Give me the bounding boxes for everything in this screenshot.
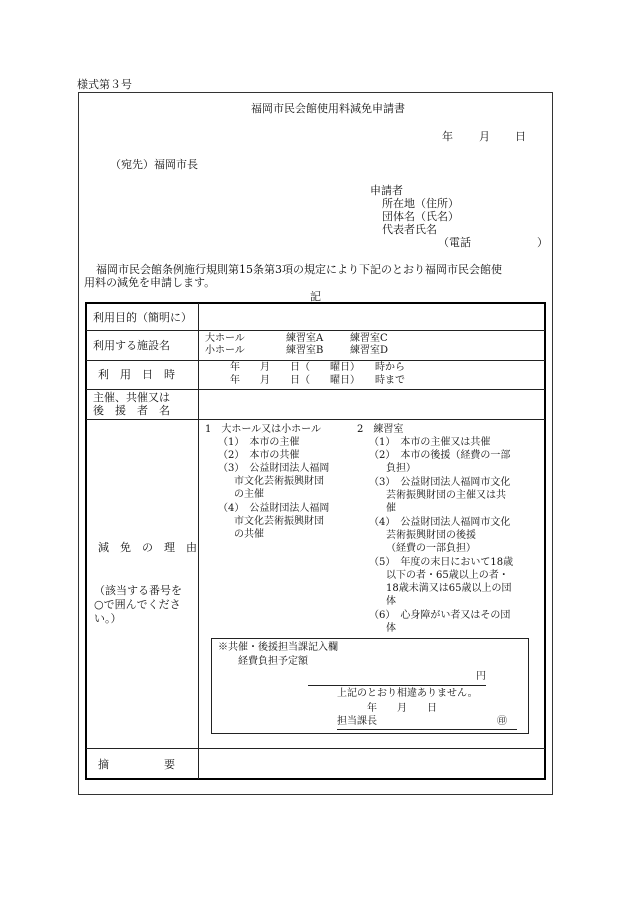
reason-right-item-cont: 催 — [386, 503, 396, 514]
dept-budget-label: 経費負担予定額 — [238, 656, 308, 667]
reason-left-item[interactable]: （3） 公益財団法人福岡 — [218, 463, 330, 474]
facility-label: 利用する施設名 — [93, 339, 170, 352]
facility-option-large-hall[interactable]: 大ホール — [205, 333, 245, 344]
facility-option-small-hall[interactable]: 小ホール — [205, 345, 245, 356]
addressee: （宛先）福岡市長 — [110, 158, 198, 171]
facility-option-practice-c[interactable]: 練習室C — [350, 333, 388, 344]
ki-label: 記 — [310, 290, 321, 303]
sponsor-label-line-1: 主催、共催又は — [93, 391, 170, 404]
reason-right-item[interactable]: （1） 本市の主催又は共催 — [369, 437, 491, 448]
form-title: 福岡市民会館使用料減免申請書 — [251, 102, 405, 115]
seal-icon: ㊞ — [497, 716, 507, 727]
intro-line-1: 福岡市民会館条例施行規則第15条第3項の規定により下記のとおり福岡市民会館使 — [96, 263, 502, 276]
dept-manager-underline[interactable] — [337, 729, 517, 730]
reason-right-item-cont: 芸術振興財団の主催又は共 — [386, 490, 506, 501]
reason-left-item-cont: 市文化芸術振興財団 — [234, 516, 324, 527]
datetime-to[interactable]: 年 月 日（ 曜日） 時まで — [230, 375, 405, 386]
remarks-label: 摘 要 — [98, 758, 175, 771]
applicant-address-label: 所在地（住所） — [382, 197, 459, 210]
date-year: 年 — [442, 130, 453, 143]
applicant-rep-label: 代表者氏名 — [382, 223, 437, 236]
reason-label: 減 免 の 理 由 — [98, 541, 197, 554]
reason-right-item[interactable]: （3） 公益財団法人福岡市文化 — [369, 477, 511, 488]
table-column-divider — [198, 303, 199, 779]
reason-right-item[interactable]: （4） 公益財団法人福岡市文化 — [369, 517, 511, 528]
dept-budget-underline[interactable] — [308, 685, 486, 686]
row-divider — [86, 360, 545, 361]
reason-right-item-cont: 体 — [386, 596, 396, 607]
reason-left-item[interactable]: （4） 公益財団法人福岡 — [218, 503, 330, 514]
reason-right-item-cont: （経費の一部負担） — [386, 543, 476, 554]
datetime-label: 利 用 日 時 — [98, 368, 175, 381]
reason-right-item-cont: 体 — [386, 623, 396, 634]
facility-option-practice-b[interactable]: 練習室B — [286, 345, 324, 356]
purpose-label: 利用目的（簡明に） — [93, 311, 192, 324]
reason-left-item-cont: 市文化芸術振興財団 — [234, 476, 324, 487]
form-number: 様式第３号 — [77, 78, 132, 91]
reason-left-item-cont: の共催 — [234, 529, 264, 540]
reason-right-item-cont: 以下の者・65歳以上の者・ — [386, 570, 509, 581]
reason-right-item-cont: 18歳未満又は65歳以上の団 — [386, 583, 512, 594]
date-month: 月 — [479, 130, 490, 143]
datetime-from[interactable]: 年 月 日（ 曜日） 時から — [230, 362, 405, 373]
date-day: 日 — [515, 130, 526, 143]
dept-manager-label: 担当課長 — [337, 716, 377, 727]
reason-right-item[interactable]: （2） 本市の後援（経費の一部 — [369, 450, 511, 461]
dept-confirm-text: 上記のとおり相違ありません。 — [337, 688, 478, 699]
reason-left-item[interactable]: （2） 本市の共催 — [218, 450, 300, 461]
reason-note-line-2: ○で囲んでくださ — [94, 598, 181, 611]
reason-left-item[interactable]: （1） 本市の主催 — [218, 437, 300, 448]
dept-heading: ※共催・後援担当課記入欄 — [218, 642, 338, 653]
reason-note-line-1: （該当する番号を — [94, 584, 182, 597]
row-divider — [86, 748, 545, 749]
reason-left-heading[interactable]: 1 大ホール又は小ホール — [205, 424, 321, 435]
row-divider — [86, 389, 545, 390]
dept-yen-unit: 円 — [476, 671, 486, 682]
applicant-phone-label: （電話 ） — [438, 236, 548, 249]
applicant-heading: 申請者 — [370, 184, 403, 197]
reason-right-heading[interactable]: 2 練習室 — [357, 424, 404, 435]
dept-date: 年 月 日 — [367, 703, 437, 714]
facility-option-practice-d[interactable]: 練習室D — [350, 345, 389, 356]
row-divider — [86, 330, 545, 331]
reason-right-item[interactable]: （6） 心身障がい者又はその団 — [369, 610, 511, 621]
facility-option-practice-a[interactable]: 練習室A — [286, 333, 324, 344]
intro-line-2: 用料の減免を申請します。 — [84, 276, 216, 289]
applicant-org-label: 団体名（氏名） — [382, 210, 459, 223]
sponsor-label-line-2: 後 援 者 名 — [93, 404, 170, 417]
reason-left-item-cont: の主催 — [234, 489, 264, 500]
row-divider — [86, 419, 545, 420]
reason-right-item-cont: 負担） — [386, 463, 416, 474]
reason-note-line-3: い。） — [94, 612, 122, 625]
reason-right-item[interactable]: （5） 年度の末日において18歳 — [369, 557, 514, 568]
reason-right-item-cont: 芸術振興財団の後援 — [386, 530, 476, 541]
